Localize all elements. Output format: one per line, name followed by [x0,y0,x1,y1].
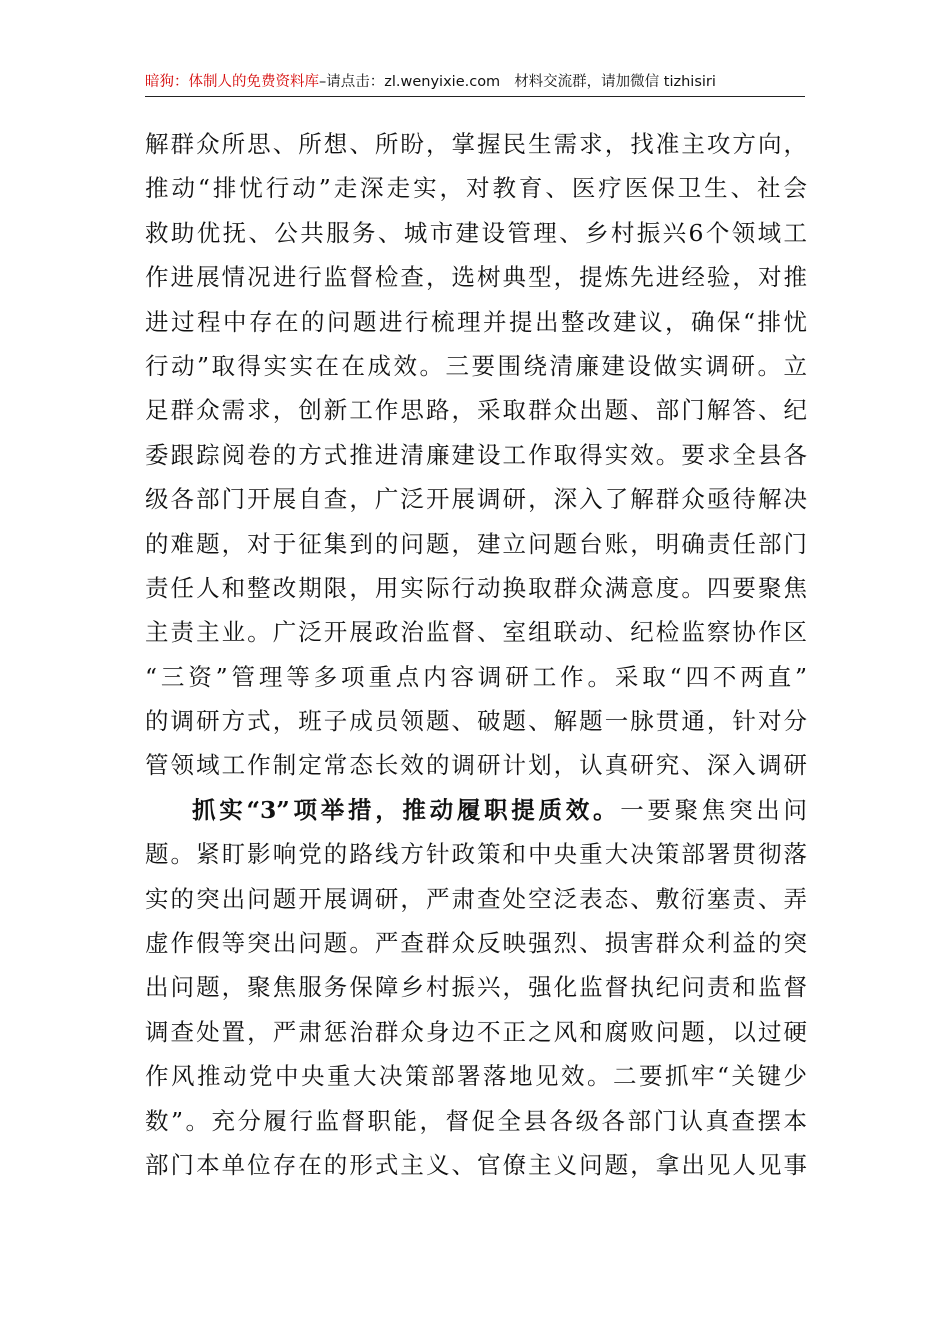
document-body [145,122,807,1187]
text-line: 管领域工作制定常态长效的调研计划，认真研究、深入调研 [145,751,807,780]
text-line: 实的突出问题开展调研，严肃查处空泛表态、敷衍塞责、弄 [145,884,807,913]
text-line: 出问题，聚焦服务保障乡村振兴，强化监督执纪问责和监督 [145,973,807,1002]
header-site-name: 暗狗：体制人的免费资料库 [145,74,319,90]
text-line: 调查处置，严肃惩治群众身边不正之风和腐败问题，以过硬 [145,1017,807,1046]
text-line: 题。紧盯影响党的路线方针政策和中央重大决策部署贯彻落 [145,840,807,869]
text-line: 级各部门开展自查，广泛开展调研，深入了解群众亟待解决 [145,485,807,514]
header-url-link[interactable]: zl.wenyixie.com [384,74,501,90]
text-line: 推动“排忧行动”走深走实，对教育、医疗医保卫生、社会 [145,174,807,203]
text-line: 委跟踪阅卷的方式推进清廉建设工作取得实效。要求全县各 [145,440,807,469]
text-line: “三资”管理等多项重点内容调研工作。采取“四不两直” [145,662,807,691]
text-line: 的调研方式，班子成员领题、破题、解题一脉贯通，针对分 [145,707,807,736]
text-line: 责任人和整改期限，用实际行动换取群众满意度。四要聚焦 [145,573,807,602]
text-line: 的难题，对于征集到的问题，建立问题台账，明确责任部门 [145,529,807,558]
text-line: 行动”取得实实在在成效。三要围绕清廉建设做实调研。立 [145,351,807,380]
text-line: 作风推动党中央重大决策部署落地见效。二要抓牢“关键少 [145,1062,807,1091]
paragraph-2-first-line [145,788,807,832]
paragraph-2-first-line-text: 一要聚焦突出问 [620,795,807,824]
page-header [145,70,805,97]
text-line: 部门本单位存在的形式主义、官僚主义问题，拿出见人见事 [145,1150,807,1179]
text-line: 足群众需求，创新工作思路，采取群众出题、部门解答、纪 [145,396,807,425]
paragraph-2-heading: 抓实“3”项举措，推动履职提质效。 [192,795,621,824]
header-group-note: 材料交流群，请加微信 tizhisiri [514,74,716,90]
text-line: 救助优抚、公共服务、城市建设管理、乡村振兴6个领域工 [145,218,807,247]
text-line: 数”。充分履行监督职能，督促全县各级各部门认真查摆本 [145,1106,807,1135]
text-line: 作进展情况进行监督检查，选树典型，提炼先进经验，对推 [145,263,807,292]
text-line: 解群众所思、所想、所盼，掌握民生需求，找准主攻方向， [145,130,807,158]
header-click-prompt: –请点击： [319,74,385,90]
text-line: 进过程中存在的问题进行梳理并提出整改建议，确保“排忧 [145,307,807,336]
text-line: 主责主业。广泛开展政治监督、室组联动、纪检监察协作区 [145,618,807,647]
text-line: 虚作假等突出问题。严查群众反映强烈、损害群众利益的突 [145,929,807,958]
